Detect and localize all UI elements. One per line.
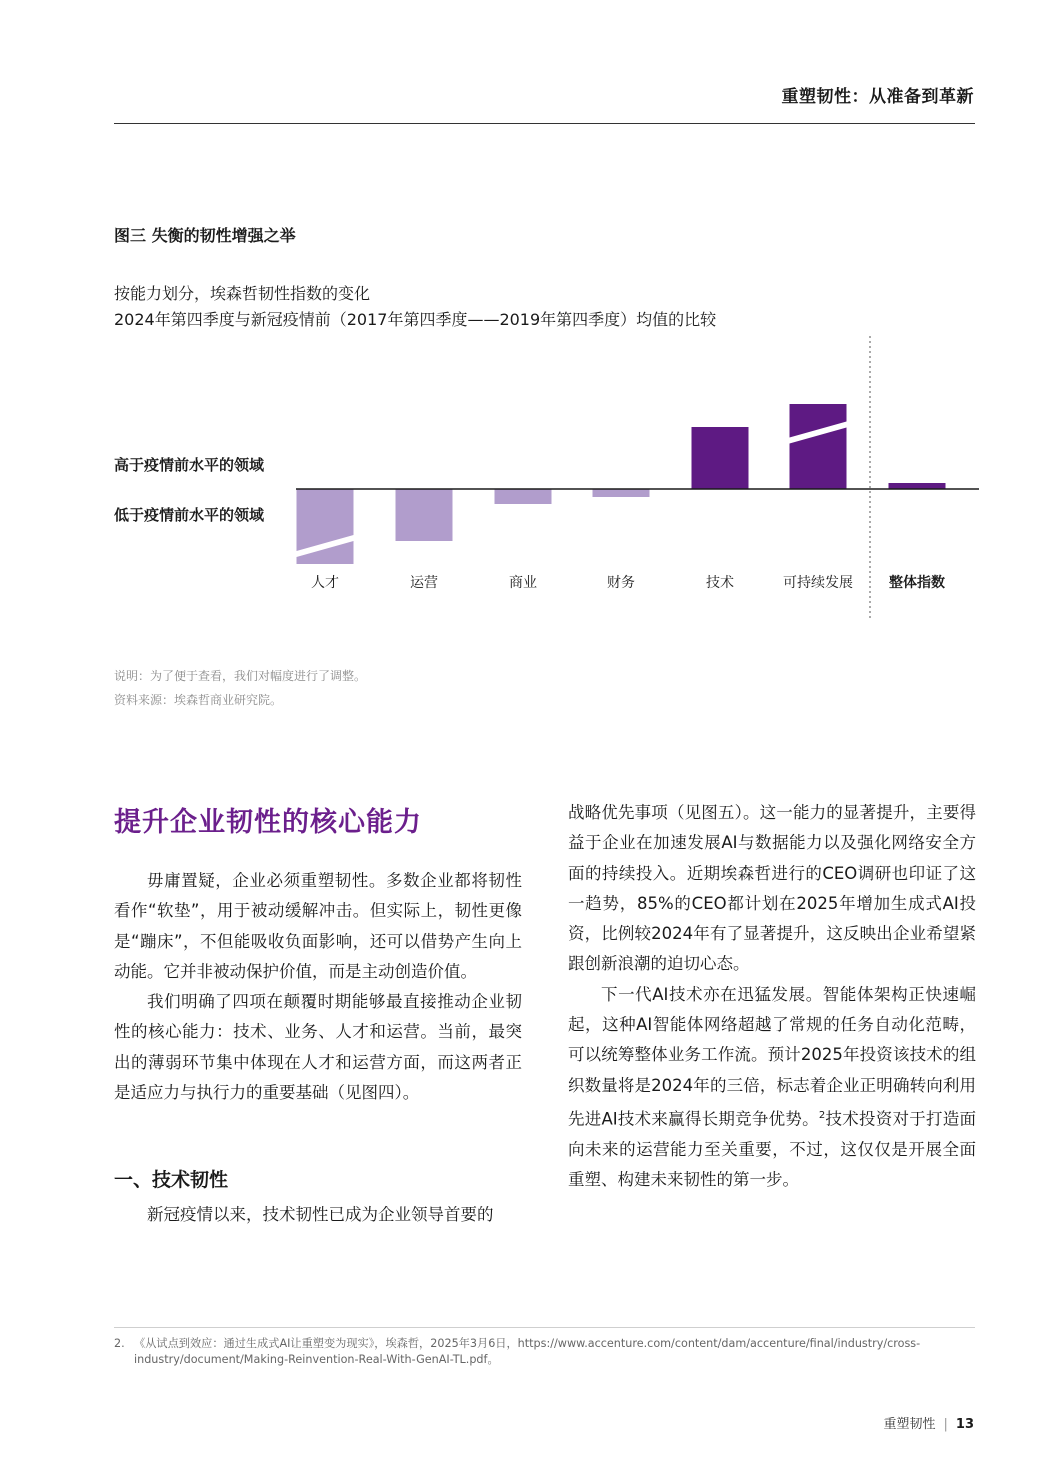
section-heading: 提升企业韧性的核心能力: [114, 807, 422, 838]
footnote-divider: [114, 1327, 975, 1328]
figure-source: 资料来源：埃森哲商业研究院。: [114, 693, 283, 707]
bar-3: [593, 489, 650, 497]
left-column-tail: [114, 1200, 522, 1230]
left-paragraph-1: 毋庸置疑，企业必须重塑韧性。多数企业都将韧性看作“软垫”，用于被动缓解冲击。但实际上，韧性更像是“蹦床”，不但能吸收负面影响，还可以借势产生向上动能。它并非被动保护价值，而是主动创造价值。: [114, 871, 522, 981]
left-column-body: [114, 866, 522, 1108]
figure-note: 说明：为了便于查看，我们对幅度进行了调整。: [114, 669, 367, 683]
footnote-number: 2.: [114, 1337, 125, 1350]
footnote-ref: 2: [818, 1109, 826, 1121]
category-label-6: 整体指数: [889, 575, 945, 591]
category-label-3: 财务: [607, 575, 635, 591]
bar-4: [692, 427, 749, 489]
bar-5: [790, 404, 847, 489]
left-paragraph-3: 新冠疫情以来，技术韧性已成为企业领导首要的: [147, 1205, 494, 1224]
left-paragraph-2: 我们明确了四项在颠覆时期能够最直接推动企业韧性的核心能力：技术、业务、人才和运营。当前，最突出的薄弱环节集中体现在人才和运营方面，而这两者正是适应力与执行力的重要基础（见图四）。: [114, 992, 522, 1103]
footnote-text: 《从试点到效应：通过生成式AI让重塑变为现实》，埃森哲，2025年3月6日，https://www.accenture.com/content/dam/accenture/final/industry/cross-industry/document/Making-Reinvention-Real-With-GenAI-TL.pdf。: [134, 1337, 921, 1366]
label-below-baseline: 低于疫情前水平的领域: [114, 506, 265, 524]
category-label-4: 技术: [706, 575, 734, 591]
bar-chart: [0, 330, 1048, 630]
bar-1: [396, 489, 453, 541]
bar-6: [889, 483, 946, 489]
right-paragraph-2: [568, 980, 976, 1196]
category-label-2: 商业: [509, 575, 537, 591]
label-above-baseline: 高于疫情前水平的领域: [114, 456, 265, 474]
right-paragraph-1: 战略优先事项（见图五）。这一能力的显著提升，主要得益于企业在加速发展AI与数据能力以及强化网络安全方面的持续投入。近期埃森哲进行的CEO调研也印证了这一趋势，85%的CEO都计划在2025年增加生成式AI投资，比例较2024年有了显著提升，这反映出企业希望紧跟创新浪潮的迫切心态。: [568, 803, 976, 974]
figure-subtitle-1: 按能力划分，埃森哲韧性指数的变化: [114, 284, 371, 303]
category-label-5: 可持续发展: [783, 575, 853, 591]
header-divider: [114, 123, 975, 124]
figure-subtitle-2: 2024年第四季度与新冠疫情前（2017年第四季度——2019年第四季度）均值的比较: [114, 310, 717, 329]
subsection-heading: 一、技术韧性: [114, 1169, 229, 1191]
page-number: 13: [955, 1417, 974, 1432]
footnote: [114, 1336, 976, 1368]
right-paragraph-2-tail: 技术投资对于打造面向未来的运营能力至关重要，不过，这仅仅是开展全面重塑、构建未来韧性的第一步。: [568, 1109, 977, 1190]
figure-title: 图三 失衡的韧性增强之举: [114, 226, 296, 245]
footer-title: 重塑韧性: [883, 1417, 936, 1432]
footer-separator: |: [943, 1417, 948, 1432]
category-label-1: 运营: [410, 575, 438, 591]
running-header-title: 重塑韧性：从准备到革新: [781, 87, 974, 107]
right-column-body: [568, 798, 976, 1195]
category-label-0: 人才: [311, 575, 339, 591]
right-paragraph-2-text: 下一代AI技术亦在迅猛发展。智能体架构正快速崛起，这种AI智能体网络超越了常规的任务自动化范畴，可以统筹整体业务工作流。预计2025年投资该技术的组织数量将是2024年的三倍，标志着企业正明确转向利用先进AI技术来赢得长期竞争优势。: [568, 984, 976, 1129]
bar-2: [495, 489, 552, 504]
page-footer: [884, 1413, 975, 1432]
